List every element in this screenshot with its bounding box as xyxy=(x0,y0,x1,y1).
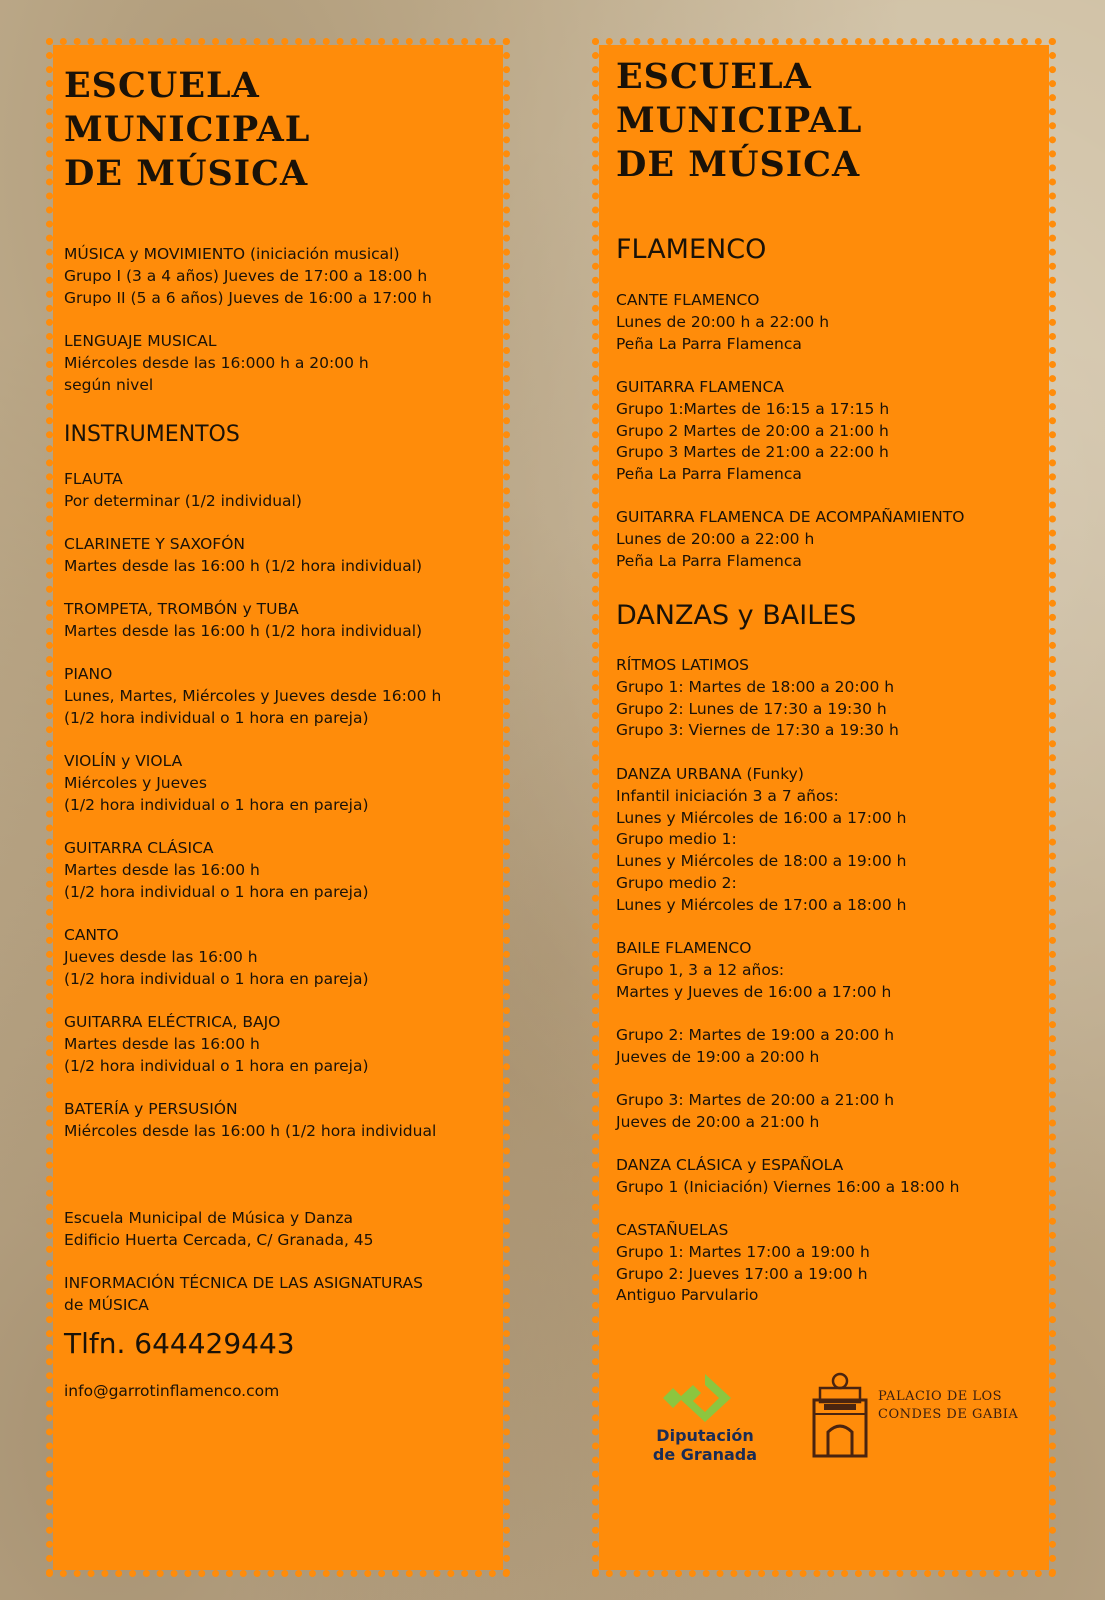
trompeta-block: TROMPETA, TROMBÓN y TUBA Martes desde las 16:00 h (1/2 hora individual) xyxy=(64,600,423,640)
danza-clasica-block: DANZA CLÁSICA y ESPAÑOLA Grupo 1 (Iniciación) Viernes 16:00 a 18:00 h xyxy=(616,1156,960,1196)
danzas-heading: DANZAS y BAILES xyxy=(616,600,857,631)
email-address: info@garrotinflamenco.com xyxy=(64,1382,280,1400)
palacio-text: PALACIO DE LOS CONDES DE GABIA xyxy=(878,1389,1019,1422)
guitarra-acompanamiento-block: GUITARRA FLAMENCA DE ACOMPAÑAMIENTO Lunes de 20:00 a 22:00 h Peña La Parra Flamenca xyxy=(616,508,965,570)
violin-block: VIOLÍN y VIOLA Miércoles y Jueves (1/2 hora individual o 1 hora en pareja) xyxy=(64,752,369,814)
info-block: INFORMACIÓN TÉCNICA DE LAS ASIGNATURAS de MÚSICA xyxy=(64,1274,423,1314)
instrumentos-heading: INSTRUMENTOS xyxy=(64,422,240,447)
guitarra-clasica-block: GUITARRA CLÁSICA Martes desde las 16:00 h (1/2 hora individual o 1 hora en pareja) xyxy=(64,839,369,901)
ritmos-latinos-block: RÍTMOS LATIMOS Grupo 1: Martes de 18:00 a 20:00 h Grupo 2: Lunes de 17:30 a 19:30 h Grupo 3: Viernes de 17:30 a 19:30 h xyxy=(616,656,899,740)
musica-movimiento-block: MÚSICA y MOVIMIENTO (iniciación musical) Grupo I (3 a 4 años) Jueves de 17:00 a 18:00 h Grupo II (5 a 6 años) Jueves de 16:00 a 17:00 h xyxy=(64,245,432,307)
diputacion-logo xyxy=(640,1370,770,1464)
left-school-title: ESCUELA MUNICIPAL DE MÚSICA xyxy=(64,65,311,194)
palacio-building-icon xyxy=(810,1370,870,1458)
bateria-block: BATERÍA y PERSUSIÓN Miércoles desde las 16:00 h (1/2 hora individual xyxy=(64,1100,437,1140)
danza-urbana-block: DANZA URBANA (Funky) Infantil iniciación 3 a 7 años: Lunes y Miércoles de 16:00 a 17:00 h Grupo medio 1: Lunes y Miércoles de 18:00 a 19:00 h Grupo medio 2: Lunes y Miércoles de 17:00 a 18:00 h xyxy=(616,765,907,914)
diputacion-line-2: de Granada xyxy=(652,1445,758,1464)
baile-flamenco-grupo2-block: Grupo 2: Martes de 19:00 a 20:00 h Jueves de 19:00 a 20:00 h xyxy=(616,1026,895,1066)
castanuelas-block: CASTAÑUELAS Grupo 1: Martes 17:00 a 19:00 h Grupo 2: Jueves 17:00 a 19:00 h Antiguo Parvulario xyxy=(616,1221,870,1305)
guitarra-electrica-block: GUITARRA ELÉCTRICA, BAJO Martes desde las 16:00 h (1/2 hora individual o 1 hora en pareja) xyxy=(64,1013,369,1075)
flauta-block: FLAUTA Por determinar (1/2 individual) xyxy=(64,470,302,510)
piano-block: PIANO Lunes, Martes, Miércoles y Jueves desde 16:00 h (1/2 hora individual o 1 hora en pareja) xyxy=(64,665,442,727)
guitarra-flamenca-block: GUITARRA FLAMENCA Grupo 1:Martes de 16:15 a 17:15 h Grupo 2 Martes de 20:00 a 21:00 h Grupo 3 Martes de 21:00 a 22:00 h Peña La Parra Flamenca xyxy=(616,378,890,484)
lenguaje-musical-block: LENGUAJE MUSICAL Miércoles desde las 16:000 h a 20:00 h según nivel xyxy=(64,332,369,394)
right-school-title: ESCUELA MUNICIPAL DE MÚSICA xyxy=(616,56,863,185)
baile-flamenco-block: BAILE FLAMENCO Grupo 1, 3 a 12 años: Martes y Jueves de 16:00 a 17:00 h xyxy=(616,939,892,1001)
address-block: Escuela Municipal de Música y Danza Edificio Huerta Cercada, C/ Granada, 45 xyxy=(64,1209,374,1249)
diputacion-emblem-icon xyxy=(659,1370,751,1426)
phone-number: Tlfn. 644429443 xyxy=(64,1327,295,1360)
flamenco-heading: FLAMENCO xyxy=(616,234,767,265)
baile-flamenco-grupo3-block: Grupo 3: Martes de 20:00 a 21:00 h Jueves de 20:00 a 21:00 h xyxy=(616,1091,895,1131)
diputacion-line-1: Diputación xyxy=(656,1426,754,1445)
clarinete-block: CLARINETE Y SAXOFÓN Martes desde las 16:00 h (1/2 hora individual) xyxy=(64,535,423,575)
cante-flamenco-block: CANTE FLAMENCO Lunes de 20:00 h a 22:00 h Peña La Parra Flamenca xyxy=(616,291,830,353)
canto-block: CANTO Jueves desde las 16:00 h (1/2 hora individual o 1 hora en pareja) xyxy=(64,926,369,988)
